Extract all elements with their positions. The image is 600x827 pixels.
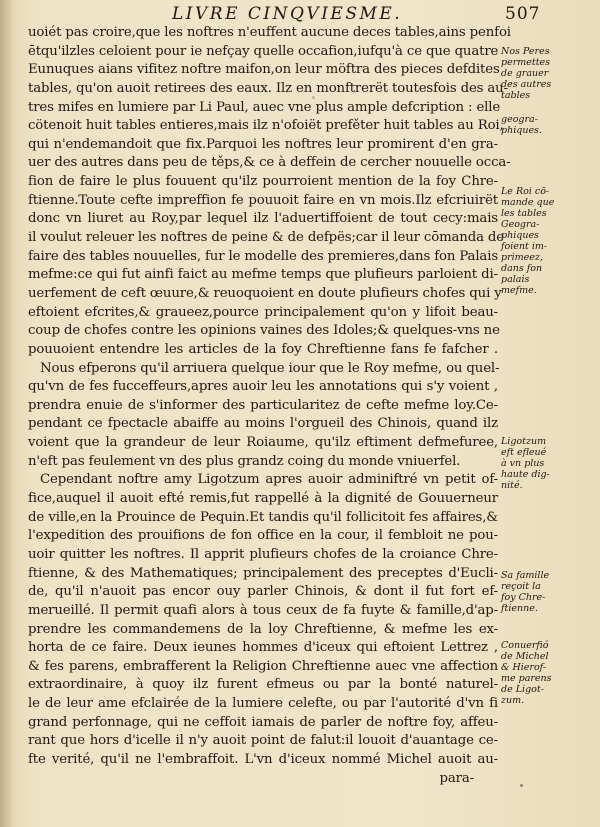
body-text [28, 24, 511, 788]
text-line: l'expedition des prouifions de fon office en la cour, il fembloit ne pou- [28, 528, 498, 544]
margin-note-line: Nos Peres [501, 46, 550, 57]
margin-note-line: nité. [501, 480, 523, 491]
text-line: rant que hors d'icelle il n'y auoit point de falut:il louoit d'auantage ce- [28, 733, 498, 749]
text-line: Eunuques aians vifitez noftre maifon,on leur möftra des pieces defdites [28, 62, 500, 78]
text-line: donc vn liuret au Roy,par lequel ilz l'aduertiffoient de tout cecy:mais [28, 211, 498, 227]
margin-note-line: à vn plus [501, 458, 545, 469]
text-line: pouuoient entendre les articles de la foy Chreftienne fans fe fafcher . [28, 341, 498, 357]
text-line: mefme:ce qui fut ainfi faict au mefme temps que plufieurs parloient di- [28, 267, 498, 283]
margin-note-line: mefme. [501, 285, 537, 296]
margin-note-line: tables [501, 90, 531, 101]
text-line: prendre les commandemens de la loy Chreftienne, & mefme les ex- [28, 621, 498, 637]
text-line: cötenoit huit tables entieres,mais ilz n'ofoiët prefěter huit tables au Roi, [28, 118, 504, 134]
margin-note-line: & Hierof- [501, 662, 547, 673]
text-line: horta de ce faire. Deux ieunes hommes d'iceux qui eftoient Lettrez , [28, 640, 498, 656]
text-line: grand perfonnage, qui ne ceffoit iamais de parler de noftre foy, affeu- [28, 714, 498, 730]
text-line: n'eft pas feulement vn des plus grandz coing du monde vniuerfel. [28, 453, 461, 469]
margin-note-line: foient im- [501, 241, 548, 252]
text-line: qui n'endemandoit que fix.Parquoi les noftres leur promirent d'en gra- [28, 136, 498, 152]
margin-note [501, 640, 593, 706]
text-line: eftoient efcrites,& graueez,pource principalement qu'on y lifoit beau- [28, 304, 498, 320]
margin-note [501, 114, 593, 136]
text-line: fion de faire le plus fouuent qu'ilz pourroient mention de la foy Chre- [28, 174, 498, 190]
margin-note-line: Conuerfió [501, 640, 549, 651]
text-line: Nous efperons qu'il arriuera quelque iour que le Roy mefme, ou quel- [40, 360, 500, 376]
margin-note-line: les tables [501, 208, 547, 219]
text-line: fice,auquel il auoit efté remis,fut rappellé à la dignité de Gouuerneur [28, 491, 498, 507]
text-line: de, qu'il n'auoit pas encor ouy parler Chinois, & dont il fut fort ef- [28, 584, 498, 600]
ink-spot [312, 96, 315, 99]
text-line: uerfement de ceft œuure,& reuoquoient en doute plufieurs chofes qui y [28, 285, 502, 301]
margin-note-line: Geogra- [501, 219, 540, 230]
margin-note-line: Le Roi cō- [501, 186, 550, 197]
margin-note-line: me parens [501, 673, 552, 684]
text-line: tables, qu'on auoit retirees des eaux. Ilz en monftrerët toutesfois des au- [28, 80, 508, 96]
text-line: & fes parens, embrafferent la Religion Chreftienne auec vne affection [28, 658, 498, 674]
text-line: merueillé. Il permit quafi alors à tous ceux de fa fuyte & famille,d'ap- [28, 602, 498, 618]
text-line: uoiét pas croire,que les noftres n'euffent aucune deces tables,ains penfoi [28, 25, 511, 40]
margin-note-line: Sa famille [501, 570, 550, 581]
margin-note-line: palais [501, 274, 530, 285]
text-line: fte verité, qu'il ne l'embraffoit. L'vn d'iceux nommé Michel auoit au- [28, 751, 498, 767]
text-line: pendant ce fpectacle abaiffe au moins l'orgueil des Chinois, quand ilz [28, 416, 498, 432]
gutter-shadow [0, 0, 14, 827]
margin-note-line: dans fon [501, 263, 543, 274]
margin-note-line: de Ligot- [501, 684, 544, 695]
catchword: para- [439, 770, 474, 786]
margin-note-line: eft efleué [501, 447, 547, 458]
margin-note-line: permettes [501, 57, 551, 68]
margin-note-line: reçoit la [501, 581, 541, 592]
margin-note-line: de grauer [501, 68, 549, 79]
margin-note-line: des autres [501, 79, 552, 90]
text-line: uoir quitter les noftres. Il apprit plufieurs chofes de la croiance Chre- [28, 546, 498, 562]
text-line: uer des autres dans peu de těps,& ce à deffein de cercher nouuelle occa- [28, 155, 511, 171]
text-line: le de leur ame efclairée de la lumiere celefte, ou par l'autorité d'vn fi [28, 696, 498, 712]
text-line: Cependant noftre amy Ligotzum apres auoir adminiftré vn petit of- [40, 472, 498, 488]
margin-note-line: mande que [501, 197, 555, 208]
margin-note-line: phiques [501, 230, 539, 241]
text-line: ētqu'ilzles celoient pour ie nefçay quelle occafion,iufqu'à ce que quatre [28, 43, 499, 59]
text-line: faire des tables nouuelles, fur le modelle des premieres,dans fon Palais [28, 248, 498, 264]
text-line: extraordinaire, à quoy ilz furent efmeus ou par la bonté naturel- [28, 677, 498, 693]
text-line: il voulut releuer les noftres de peine & de defpës;car il leur cōmanda de [28, 230, 505, 246]
running-head: LIVRE CINQVIESME. [172, 4, 403, 24]
margin-note-line: geogra- [501, 114, 538, 125]
margin-note-line: foy Chre- [501, 592, 546, 603]
page-number: 507 [505, 4, 541, 24]
margin-note-line: Ligotzum [501, 436, 547, 447]
margin-note [501, 570, 593, 614]
margin-note-line: de Michel [501, 651, 549, 662]
text-line: ftienne.Toute cefte impreffion fe pouuoit faire en vn mois.Ilz efcriuirët [28, 192, 498, 208]
text-line: coup de chofes contre les opinions vaines des Idoles;& quelques-vns ne [28, 323, 500, 339]
margin-note-line: phiques. [501, 125, 542, 136]
margin-note [501, 46, 593, 101]
text-line: qu'vn de fes fucceffeurs,apres auoir leu les annotations qui s'y voient , [28, 379, 498, 395]
text-line: tres mifes en lumiere par Li Paul, auec vne plus ample defcription : elle [28, 99, 501, 115]
margin-note-line: zum. [501, 695, 525, 706]
text-line: ftienne, & des Mathematiques; principalement des preceptes d'Eucli- [28, 565, 498, 581]
margin-note-line: haute dig- [501, 469, 550, 480]
margin-note [501, 436, 593, 491]
ink-spot [520, 784, 523, 787]
margin-note [501, 186, 593, 296]
text-line: de ville,en la Prouince de Pequin.Et tandis qu'il follicitoit fes affaires,& [28, 509, 498, 525]
text-line: voient que la grandeur de leur Roiaume, qu'ilz eftiment defmefuree, [28, 435, 498, 451]
text-line: prendra enuie de s'informer des particularitez de cefte mefme loy.Ce- [28, 397, 498, 413]
margin-note-line: ftienne. [501, 603, 538, 614]
margin-note-line: primeez, [501, 252, 543, 263]
